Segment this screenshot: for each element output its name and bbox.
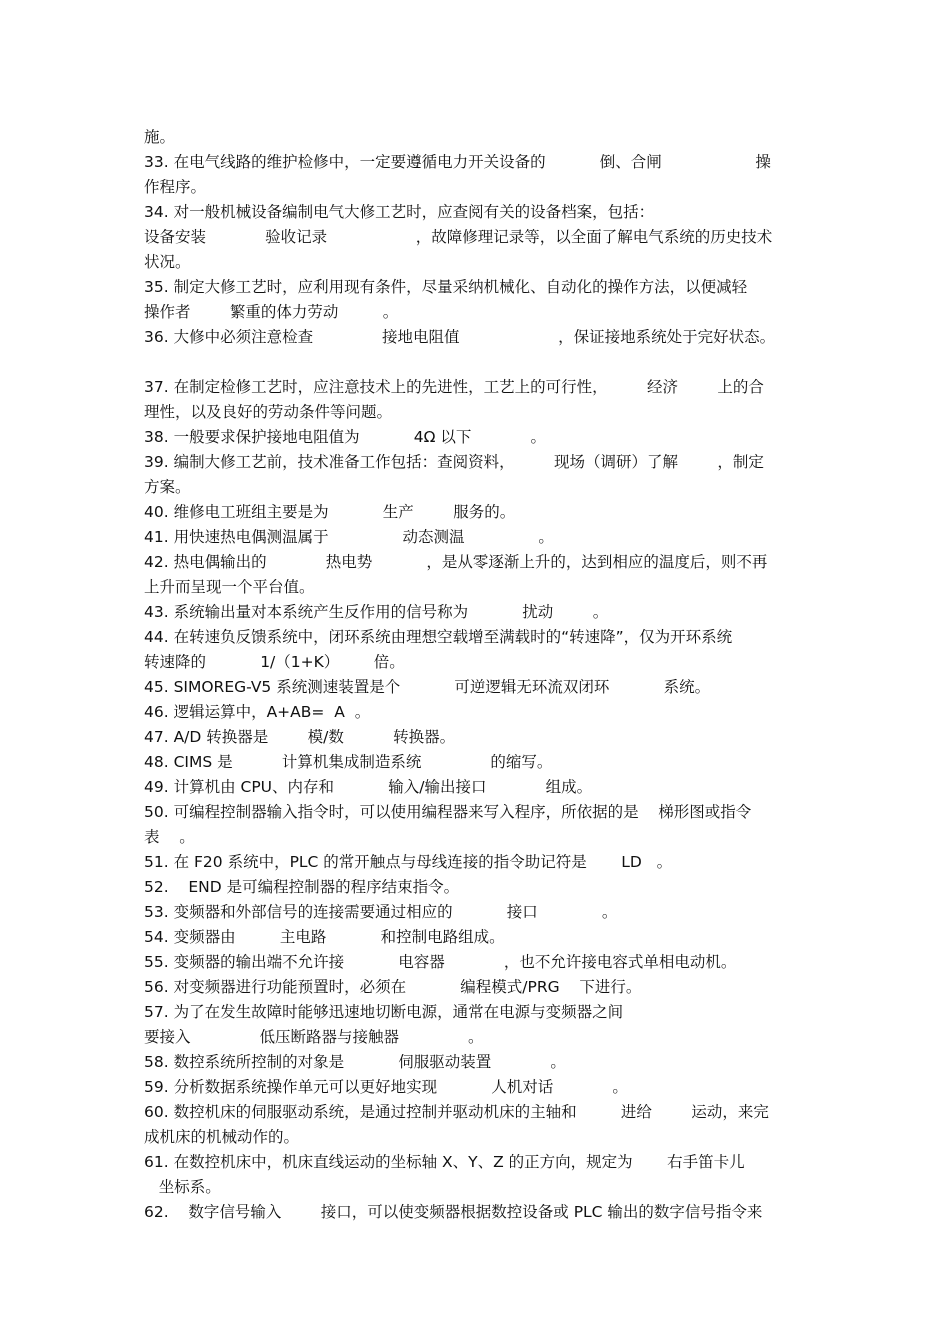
text-line: 61. 在数控机床中，机床直线运动的坐标轴 X、Y、Z 的正方向，规定为 右手笛卡儿 [144, 1153, 745, 1171]
text-line: 50. 可编程控制器输入指令时，可以使用编程器来写入程序，所依据的是 梯形图或指令 [144, 803, 752, 821]
text-line: 表 。 [144, 828, 195, 846]
text-line: 35. 制定大修工艺时，应利用现有条件，尽量采纳机械化、自动化的操作方法，以便减轻 [144, 278, 748, 296]
text-line: 操作者 繁重的体力劳动 。 [144, 303, 399, 321]
text-line: 56. 对变频器进行功能预置时，必须在 编程模式/PRG 下进行。 [144, 978, 642, 996]
text-line: 62. 数字信号输入 接口，可以使变频器根据数控设备或 PLC 输出的数字信号指令来 [144, 1203, 763, 1221]
text-line: 33. 在电气线路的维护检修中，一定要遵循电力开关设备的 倒、合闸 操 [144, 153, 771, 171]
text-line: 44. 在转速负反馈系统中，闭环系统由理想空载增至满载时的“转速降”，仅为开环系统 [144, 628, 733, 646]
text-line: 要接入 低压断路器与接触器 。 [144, 1028, 484, 1046]
text-line: 成机床的机械动作的。 [144, 1128, 300, 1146]
text-line: 52. END 是可编程控制器的程序结束指令。 [144, 878, 460, 896]
text-line: 40. 维修电工班组主要是为 生产 服务的。 [144, 503, 516, 521]
text-line: 36. 大修中必须注意检查 接地电阻值 ，保证接地系统处于完好状态。 [144, 328, 776, 346]
text-line: 41. 用快速热电偶测温属于 动态测温 。 [144, 528, 554, 546]
text-line: 状况。 [144, 253, 191, 271]
text-line: 51. 在 F20 系统中，PLC 的常开触点与母线连接的指令助记符是 LD 。 [144, 853, 673, 871]
text-line: 设备安装 验收记录 ，故障修理记录等，以全面了解电气系统的历史技术 [144, 228, 773, 246]
text-line: 46. 逻辑运算中，A+AB= A 。 [144, 703, 371, 721]
text-line: 转速降的 1/（1+K） 倍。 [144, 653, 405, 671]
text-line: 55. 变频器的输出端不允许接 电容器 ，也不允许接电容式单相电动机。 [144, 953, 737, 971]
text-line: 47. A/D 转换器是 模/数 转换器。 [144, 728, 456, 746]
text-line: 43. 系统输出量对本系统产生反作用的信号称为 扰动 。 [144, 603, 609, 621]
text-line: 54. 变频器由 主电路 和控制电路组成。 [144, 928, 505, 946]
text-line: 57. 为了在发生故障时能够迅速地切断电源，通常在电源与变频器之间 [144, 1003, 624, 1021]
text-line: 施。 [144, 128, 176, 146]
text-line: 37. 在制定检修工艺时，应注意技术上的先进性，工艺上的可行性， 经济 上的合 [144, 378, 764, 396]
text-line: 上升而呈现一个平台值。 [144, 578, 315, 596]
text-line: 作程序。 [144, 178, 207, 196]
text-line: 38. 一般要求保护接地电阻值为 4Ω 以下 。 [144, 428, 547, 446]
text-line: 49. 计算机由 CPU、内存和 输入/输出接口 组成。 [144, 778, 593, 796]
text-line: 60. 数控机床的伺服驱动系统，是通过控制并驱动机床的主轴和 进给 运动，来完 [144, 1103, 769, 1121]
text-line: 理性，以及良好的劳动条件等问题。 [144, 403, 393, 421]
text-line: 48. CIMS 是 计算机集成制造系统 的缩写。 [144, 753, 553, 771]
text-line: 坐标系。 [144, 1178, 221, 1196]
text-line: 53. 变频器和外部信号的连接需要通过相应的 接口 。 [144, 903, 618, 921]
text-line: 58. 数控系统所控制的对象是 伺服驱动装置 。 [144, 1053, 566, 1071]
text-line: 45. SIMOREG-V5 系统测速装置是个 可逆逻辑无环流双闭环 系统。 [144, 678, 711, 696]
text-line: 59. 分析数据系统操作单元可以更好地实现 人机对话 。 [144, 1078, 628, 1096]
text-line: 方案。 [144, 478, 191, 496]
text-line: 34. 对一般机械设备编制电气大修工艺时，应查阅有关的设备档案，包括： [144, 203, 655, 221]
text-line: 42. 热电偶输出的 热电势 ，是从零逐渐上升的，达到相应的温度后，则不再 [144, 553, 768, 571]
text-line: 39. 编制大修工艺前，技术准备工作包括：查阅资料， 现场（调研）了解 ，制定 [144, 453, 764, 471]
